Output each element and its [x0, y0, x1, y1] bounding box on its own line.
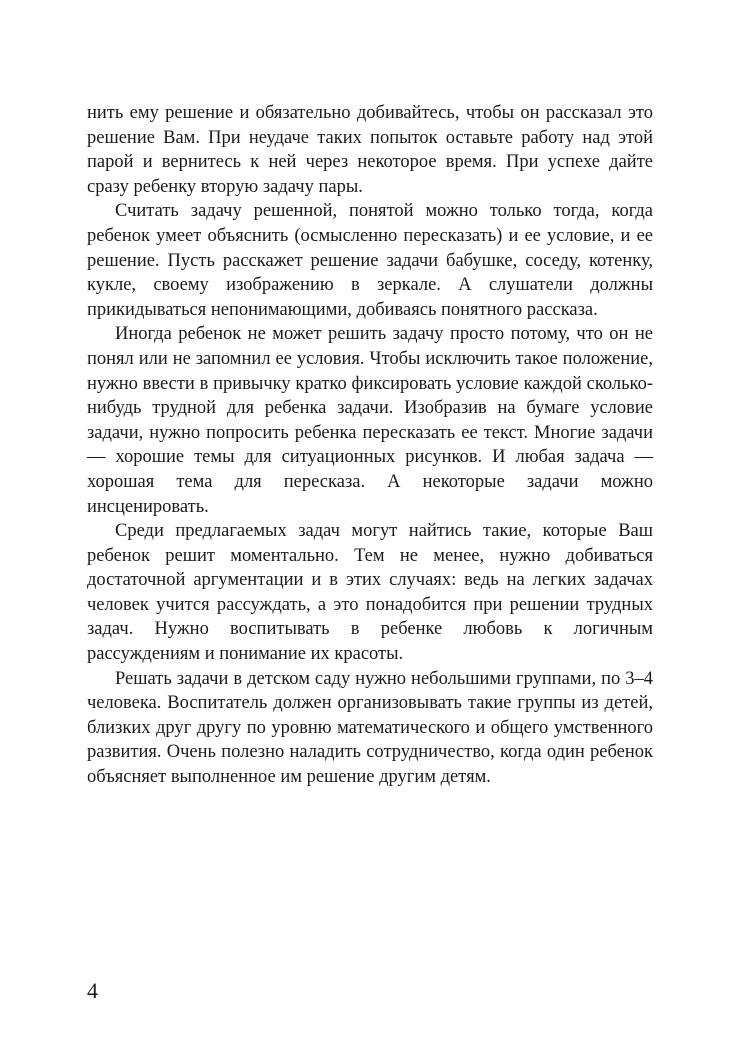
body-text: [87, 101, 653, 790]
page-number: 4: [87, 978, 98, 1003]
paragraph-continuation: нить ему решение и обязательно добивайтесь, чтобы он рассказал это решение Вам. При неудаче таких попыток оставьте работу над этой парой и вернитесь к ней через некоторое время. При успехе дайте сразу ребенку вторую задачу пары.: [87, 103, 653, 197]
paragraph-understanding: Считать задачу решенной, понятой можно только тогда, когда ребенок умеет объяснить (осмысленно пересказать) и ее условие, и ее решение. Пусть расскажет решение задачи бабушке, соседу, котенку, кукле, своему изображению в зеркале. А слушатели должны прикидываться непонимающими, добиваясь понятного рассказа.: [87, 201, 653, 320]
paragraph-conditions: Иногда ребенок не может решить задачу просто потому, что он не понял или не запомнил ее условия. Чтобы исключить такое положение, нужно ввести в привычку кратко фиксировать условие каждой сколько-нибудь трудной для ребенка задачи. Изобразив на бумаге условие задачи, нужно попросить ребенка пересказать ее текст. Многие задачи — хорошие темы для ситуационных рисунков. И любая задача — хорошая тема для пересказа. А некоторые задачи можно инсценировать.: [87, 324, 653, 517]
paragraph-kindergarten: Решать задачи в детском саду нужно небольшими группами, по 3–4 человека. Воспитатель должен организовывать такие группы из детей, близких друг другу по уровню математического и общего умственного развития. Очень полезно наладить сотрудничество, когда один ребенок объясняет выполненное им решение другим детям.: [87, 668, 653, 788]
paragraph-easy-tasks: Среди предлагаемых задач могут найтись такие, которые Ваш ребенок решит моментально. Тем не менее, нужно добиваться достаточной аргументации и в этих случаях: ведь на легких задачах человек учится рассуждать, а это понадобится при решении трудных задач. Нужно воспитывать в ребенке любовь к логичным рассуждениям и понимание их красоты.: [87, 521, 653, 665]
